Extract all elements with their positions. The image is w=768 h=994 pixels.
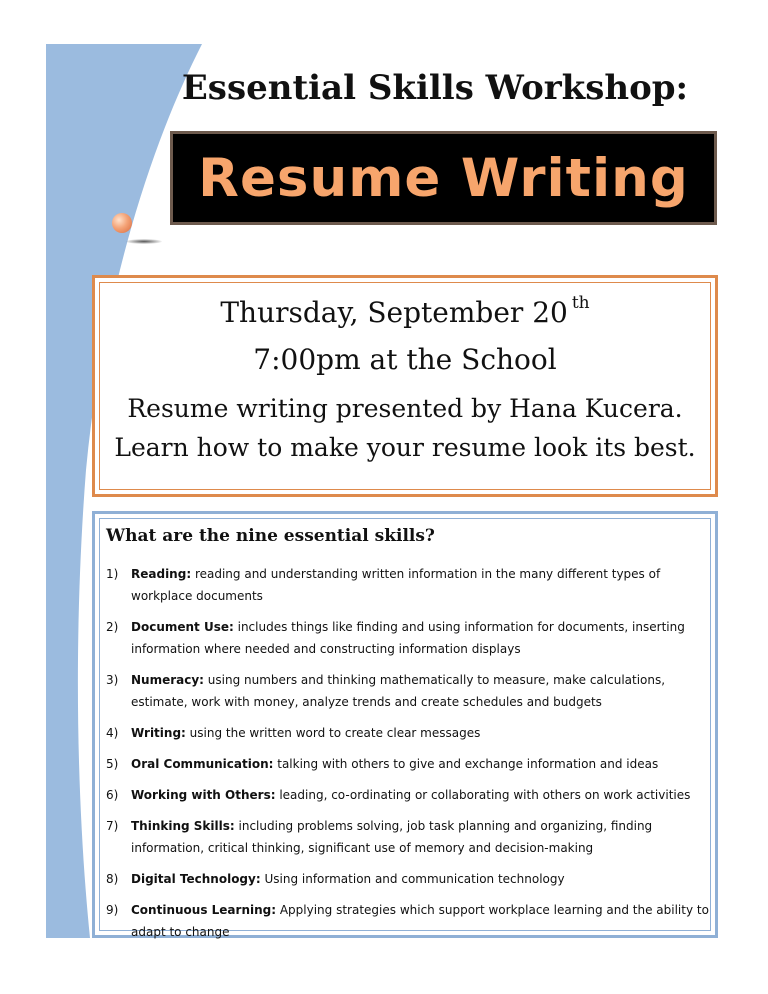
- skill-number: 5): [106, 757, 119, 771]
- skill-name: Reading:: [131, 567, 192, 581]
- skill-number: 2): [106, 620, 119, 634]
- skill-description: leading, co-ordinating or collaborating with others on work activities: [275, 788, 691, 802]
- list-item: [100, 753, 710, 775]
- skill-name: Working with Others:: [131, 788, 276, 802]
- event-date-suffix: th: [571, 293, 590, 313]
- event-date-text: Thursday, September 20: [220, 296, 568, 329]
- skill-description: reading and understanding written information in the many different types of workplace documents: [131, 567, 661, 603]
- list-item: [100, 616, 710, 660]
- skill-number: 6): [106, 788, 119, 802]
- skill-number: 4): [106, 726, 119, 740]
- banner-title: Resume Writing: [198, 147, 689, 209]
- skill-number: 8): [106, 872, 119, 886]
- skills-list: [100, 563, 710, 952]
- skill-number: 3): [106, 673, 119, 687]
- skill-name: Writing:: [131, 726, 186, 740]
- skill-number: 7): [106, 819, 119, 833]
- bead-shadow: [126, 239, 162, 244]
- skill-name: Document Use:: [131, 620, 234, 634]
- list-item: [100, 899, 710, 943]
- event-description-line1: Resume writing presented by Hana Kucera.: [127, 394, 683, 423]
- list-item: [100, 868, 710, 890]
- skill-number: 1): [106, 567, 119, 581]
- skills-box: [92, 511, 718, 938]
- event-date: [100, 293, 710, 329]
- skill-description: using the written word to create clear messages: [185, 726, 481, 740]
- skill-description: Applying strategies which support workplace learning and the ability to adapt to change: [131, 903, 709, 939]
- skill-name: Numeracy:: [131, 673, 204, 687]
- workshop-title: Essential Skills Workshop:: [181, 68, 689, 108]
- skills-heading: What are the nine essential skills?: [106, 526, 435, 546]
- skill-description: Using information and communication technology: [260, 872, 565, 886]
- skill-name: Thinking Skills:: [131, 819, 235, 833]
- skills-inner: [99, 518, 711, 939]
- event-details-inner: [99, 282, 711, 490]
- skill-number: 9): [106, 903, 119, 917]
- orange-bead-ornament: [112, 213, 132, 233]
- skill-description: talking with others to give and exchange information and ideas: [273, 757, 659, 771]
- list-item: [100, 815, 710, 859]
- event-details-box: [92, 275, 718, 497]
- list-item: [100, 563, 710, 607]
- skill-name: Oral Communication:: [131, 757, 274, 771]
- list-item: [100, 722, 710, 744]
- title-banner: [170, 131, 717, 225]
- list-item: [100, 784, 710, 806]
- list-item: [100, 669, 710, 713]
- skill-name: Continuous Learning:: [131, 903, 277, 917]
- skill-name: Digital Technology:: [131, 872, 261, 886]
- skill-description: includes things like finding and using information for documents, inserting information where needed and constructing information displays: [131, 620, 685, 656]
- skill-description: using numbers and thinking mathematically to measure, make calculations, estimate, work with money, analyze trends and create schedules and budgets: [131, 673, 666, 709]
- event-description-line2: Learn how to make your resume look its best.: [114, 433, 696, 462]
- skill-description: including problems solving, job task planning and organizing, finding information, critical thinking, significant use of memory and decision-making: [131, 819, 653, 855]
- event-time: 7:00pm at the School: [253, 343, 557, 376]
